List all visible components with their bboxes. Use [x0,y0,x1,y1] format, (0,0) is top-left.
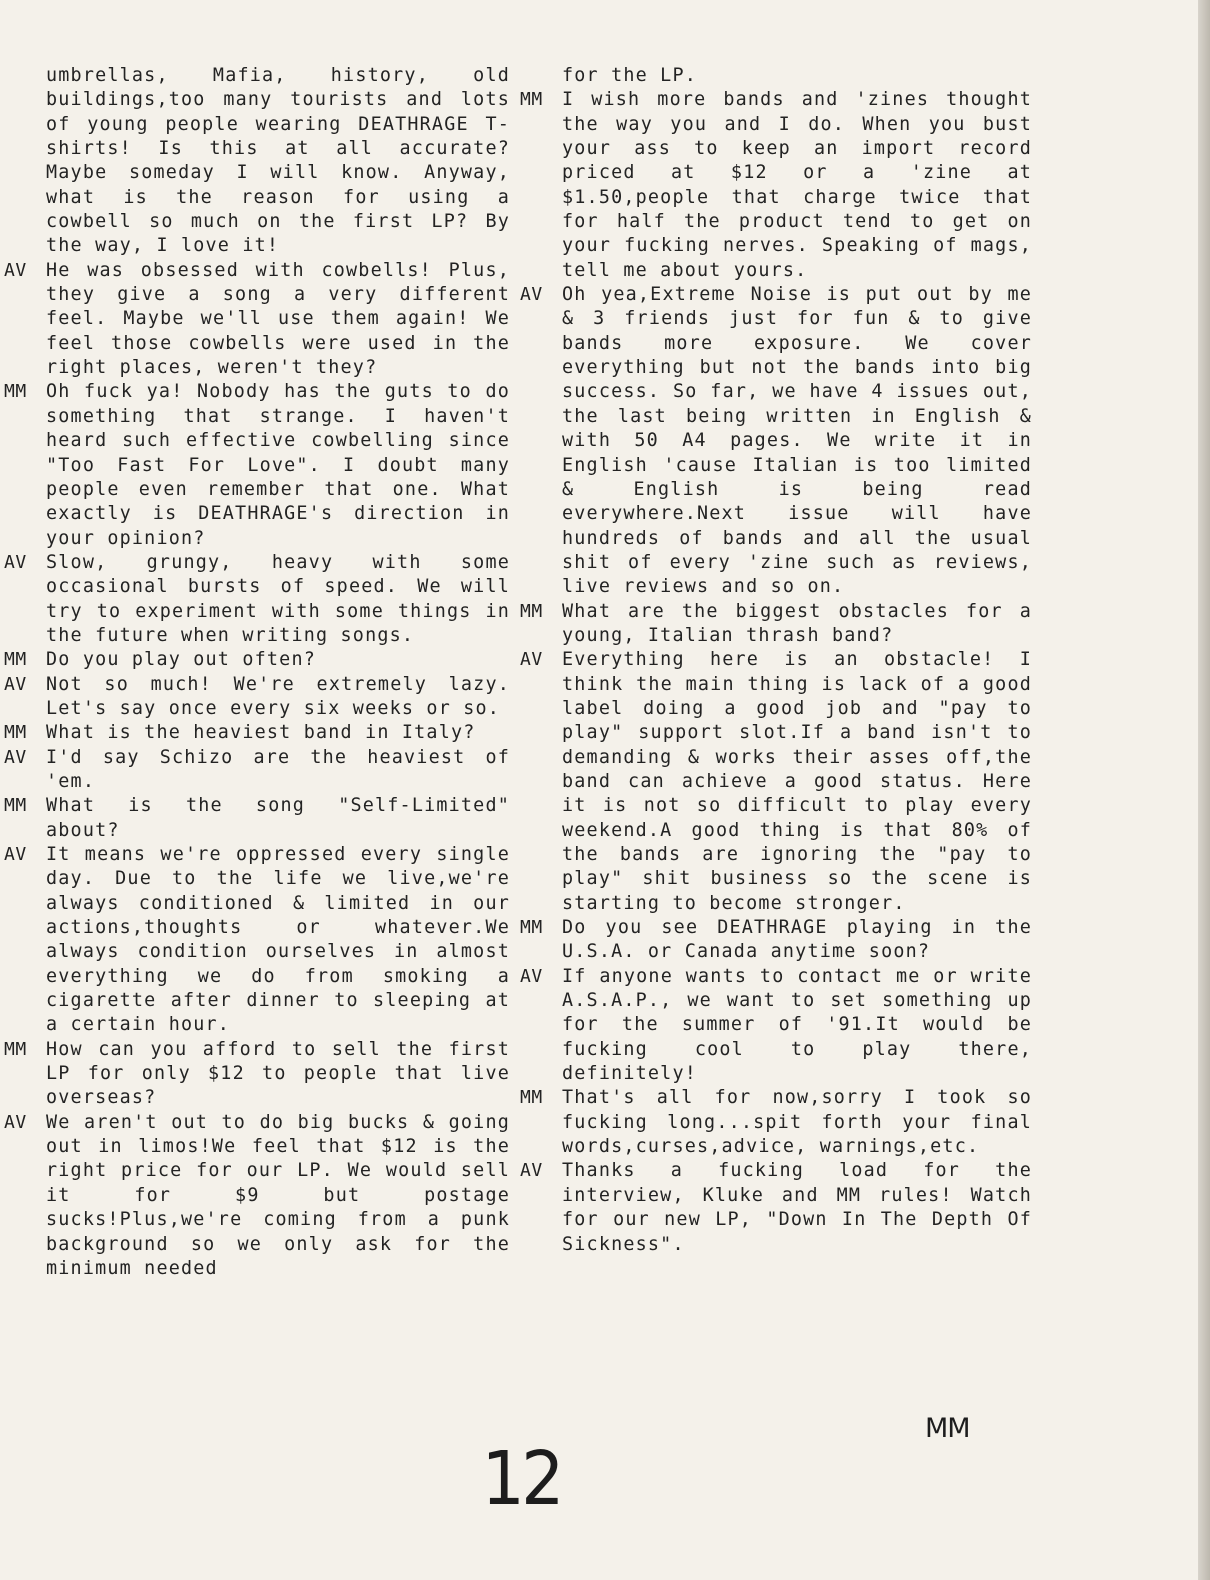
speaker-label: MM [4,795,27,817]
interview-entry [520,648,1032,916]
entry-text: Not so much! We're extremely lazy. Let's say once every six weeks or so. [46,673,510,719]
page-edge [1198,0,1210,1580]
speaker-label: AV [520,649,543,671]
speaker-label: MM [4,1038,27,1060]
speaker-label: AV [4,259,27,281]
speaker-label: MM [520,917,543,939]
interview-entry [4,673,510,722]
interview-entry [4,721,510,745]
entry-text: We aren't out to do big bucks & going out in limos!We feel that $12 is the right price for our LP. We would sell it for $9 but postage sucks!Plus,we're coming from a punk background so we only ask for the minimum needed [46,1111,510,1279]
interview-entry [520,64,1032,88]
entry-text: Everything here is an obstacle! I think the main thing is lack of a good label doing a good job and "pay to play" support slot.If a band isn't to demanding & works their asses off,the band can achieve a good status. Here it is not so difficult to play every weekend.A good thing is that 80% of the bands are ignoring the "pay to play" shit business so the scene is starting to become stronger. [562,649,1032,914]
speaker-label: MM [4,649,27,671]
entry-text: I'd say Schizo are the heaviest of 'em. [46,746,510,792]
interview-entry [4,259,510,381]
interview-entry [520,88,1032,283]
interview-entry [520,916,1032,965]
speaker-label: AV [4,551,27,573]
entry-text: How can you afford to sell the first LP for only $12 to people that live overseas? [46,1038,510,1109]
speaker-label: MM [520,600,543,622]
interview-entry [4,380,510,550]
speaker-label: AV [4,1111,27,1133]
speaker-label: MM [4,722,27,744]
entry-text: He was obsessed with cowbells! Plus, they give a song a very different feel. Maybe we'll use them again! We feel those cowbells were used in the right places, weren't they? [46,259,510,379]
speaker-label: MM [4,381,27,403]
speaker-label: AV [4,844,27,865]
entry-text: What is the heaviest band in Italy? [46,722,476,744]
left-column [4,64,510,1281]
interview-entry [520,283,1032,599]
interview-entry [4,843,510,1038]
interview-entry [4,794,510,843]
entry-text: Thanks a fucking load for the interview, Kluke and MM rules! Watch for our new LP, "Down In The Depth Of Sickness". [562,1160,1032,1255]
interview-entry [4,648,510,672]
interview-entry [520,1159,1032,1256]
speaker-label: AV [520,1160,543,1182]
entry-text: for the LP. [562,65,697,86]
interview-entry [4,1038,510,1111]
speaker-label: AV [520,284,543,306]
entry-text: What are the biggest obstacles for a young, Italian thrash band? [562,600,1032,646]
entry-text: Slow, grungy, heavy with some occasional bursts of speed. We will try to experiment with some things in the future when writing songs. [46,551,510,646]
interview-entry [4,746,510,795]
speaker-label: AV [4,746,27,768]
entry-text: Oh fuck ya! Nobody has the guts to do something that strange. I haven't heard such effective cowbelling since "Too Fast For Love". I doubt many people even remember that one. What exactly is DEATHRAGE's direction in your opinion? [46,381,510,549]
interview-entry [520,1086,1032,1159]
interview-entry [4,1111,510,1281]
entry-text: What is the song "Self-Limited" about? [46,795,510,841]
interview-entry [520,600,1032,649]
interview-entry [4,64,510,259]
entry-text: Do you play out often? [46,649,316,671]
entry-text: If anyone wants to contact me or write A.S.A.P., we want to set something up for the summer of '91.It would be fucking cool to play there, definitely! [562,965,1032,1085]
entry-text: It means we're oppressed every single day. Due to the life we live,we're always conditioned & limited in our actions,thoughts or whatever.We always condition ourselves in almost everything we do from smoking a cigarette after dinner to sleeping at a certain hour. [46,844,510,1036]
entry-text: umbrellas, Mafia, history, old buildings,too many tourists and lots of young people wearing DEATHRAGE T-shirts! Is this at all accurate? Maybe someday I will know. Anyway, what is the reason for using a cowbell so much on the first LP? By the way, I love it! [46,65,510,257]
interview-entry [520,965,1032,1087]
speaker-label: AV [520,965,543,987]
speaker-label: MM [520,1087,543,1109]
entry-text: Oh yea,Extreme Noise is put out by me & 3 friends just for fun & to give bands more exposure. We cover everything but not the bands into big success. So far, we have 4 issues out, the last being written in English & with 50 A4 pages. We write it in English 'cause Italian is too limited & English is being read everywhere.Next issue will have hundreds of bands and all the usual shit of every 'zine such as reviews, live reviews and so on. [562,284,1032,598]
entry-text: That's all for now,sorry I took so fucking long...spit forth your final words,curses,advice, warnings,etc. [562,1087,1032,1158]
interview-entry [4,551,510,648]
speaker-label: MM [520,89,543,111]
speaker-label: AV [4,673,27,695]
entry-text: I wish more bands and 'zines thought the way you and I do. When you bust your ass to keep an import record priced at $12 or a 'zine at $1.50,people that charge twice that for half the product tend to get on your fucking nerves. Speaking of mags, tell me about yours. [562,89,1032,281]
right-column [520,64,1032,1257]
page-number: 12 [481,1436,561,1522]
entry-text: Do you see DEATHRAGE playing in the U.S.A. or Canada anytime soon? [562,917,1032,963]
signature: MM [925,1413,970,1444]
